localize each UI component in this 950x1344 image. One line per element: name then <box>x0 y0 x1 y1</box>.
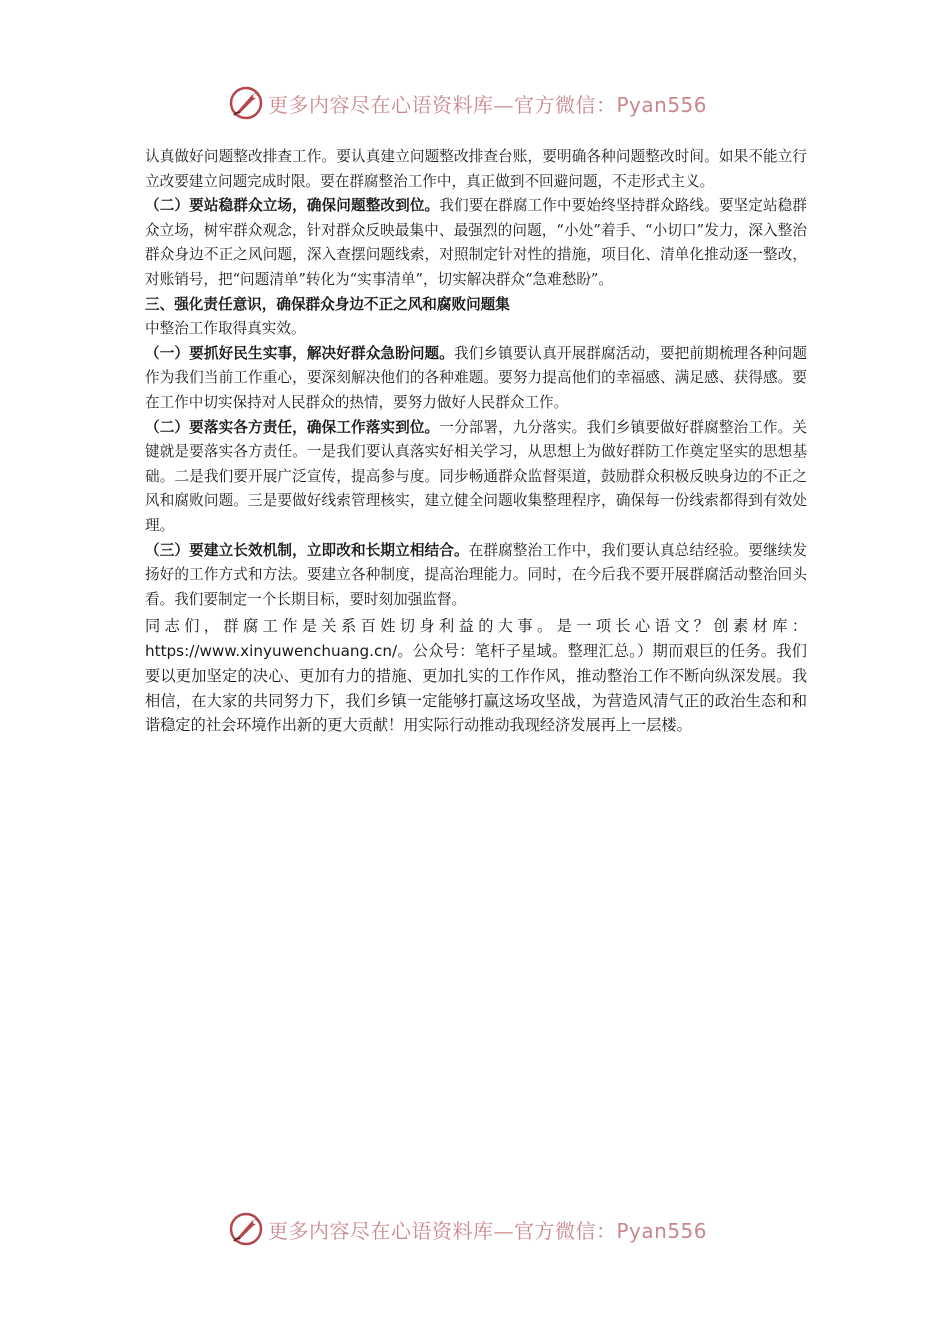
document-body <box>145 145 807 738</box>
wechat-id: Pyan556 <box>616 1218 708 1243</box>
paragraph-4-heading: （二）要落实各方责任，确保工作落实到位。 <box>145 418 440 436</box>
footer-banner <box>228 1211 728 1247</box>
paragraph-5 <box>145 539 807 613</box>
paragraph-3 <box>145 342 807 416</box>
section-3-heading: 三、强化责任意识，确保群众身边不正之风和腐败问题集 <box>145 295 510 313</box>
wechat-id: Pyan556 <box>616 92 708 117</box>
paragraph-5-body: 在群腐整治工作中，我们要认真总结经验。要继续发扬好的工作方式和方法。要建立各种制度，提高治理能力。同时，在今后我不要开展群腐活动整治回头看。我们要制定一个长期目标，要时刻加强监督。 <box>145 541 807 608</box>
paragraph-3-body: 我们乡镇要认真开展群腐活动，要把前期梳理各种问题作为我们当前工作重心，要深刻解决他们的各种难题。要努力提高他们的幸福感、满足感、获得感。要在工作中切实保持对人民群众的热情，要努力做好人民群众工作。 <box>145 344 807 411</box>
paragraph-2 <box>145 194 807 292</box>
header-banner <box>228 85 728 121</box>
closing-paragraph: 同志们，群腐工作是关系百姓切身利益的大事。是一项长心语文？创素材库：https://www.xinyuwenchuang.cn/。公众号：笔杆子星域。整理汇总。）期而艰巨的任务。我们要以更加坚定的决心、更加有力的措施、更加扎实的工作作风，推动整治工作不断向纵深发展。我相信，在大家的共同努力下，我们乡镇一定能够打赢这场攻坚战，为营造风清气正的政治生态和和谐稳定的社会环境作出新的更大贡献！用实际行动推动我现经济发展再上一层楼。 <box>145 617 807 735</box>
banner-text: 更多内容尽在心语资料库—官方微信：Pyan556 <box>268 92 708 117</box>
paragraph-5-heading: （三）要建立长效机制，立即改和长期立相结合。 <box>145 541 469 559</box>
quill-pen-logo-icon <box>228 85 264 121</box>
quill-pen-logo-icon <box>228 1211 264 1247</box>
paragraph-2-heading: （二）要站稳群众立场，确保问题整改到位。 <box>145 197 440 215</box>
paragraph-1: 认真做好问题整改排查工作。要认真建立问题整改排查台账，要明确各种问题整改时间。如果不能立行立改要建立问题完成时限。要在群腐整治工作中，真正做到不回避问题，不走形式主义。 <box>145 148 807 190</box>
paragraph-2-body: 我们要在群腐工作中要始终坚持群众路线。要坚定站稳群众立场，树牢群众观念，针对群众反映最集中、最强烈的问题，“小处”着手、“小切口”发力，深入整治群众身边不正之风问题，深入查摆问题线索，对照制定针对性的措施，项目化、清单化推动逐一整改，对账销号，把“问题清单”转化为“实事清单”，切实解决群众“急难愁盼”。 <box>145 197 807 288</box>
banner-text: 更多内容尽在心语资料库—官方微信：Pyan556 <box>268 1218 708 1243</box>
section-3-continuation: 中整治工作取得真实效。 <box>145 320 306 338</box>
paragraph-3-heading: （一）要抓好民生实事，解决好群众急盼问题。 <box>145 344 454 362</box>
paragraph-4-body: 一分部署，九分落实。我们乡镇要做好群腐整治工作。关键就是要落实各方责任。一是我们要认真落实好相关学习，从思想上为做好群防工作奠定坚实的思想基础。二是我们要开展广泛宣传，提高参与度。同步畅通群众监督渠道，鼓励群众积极反映身边的不正之风和腐败问题。三是要做好线索管理核实，建立健全问题收集整理程序，确保每一份线索都得到有效处理。 <box>145 418 807 534</box>
paragraph-4 <box>145 416 807 539</box>
